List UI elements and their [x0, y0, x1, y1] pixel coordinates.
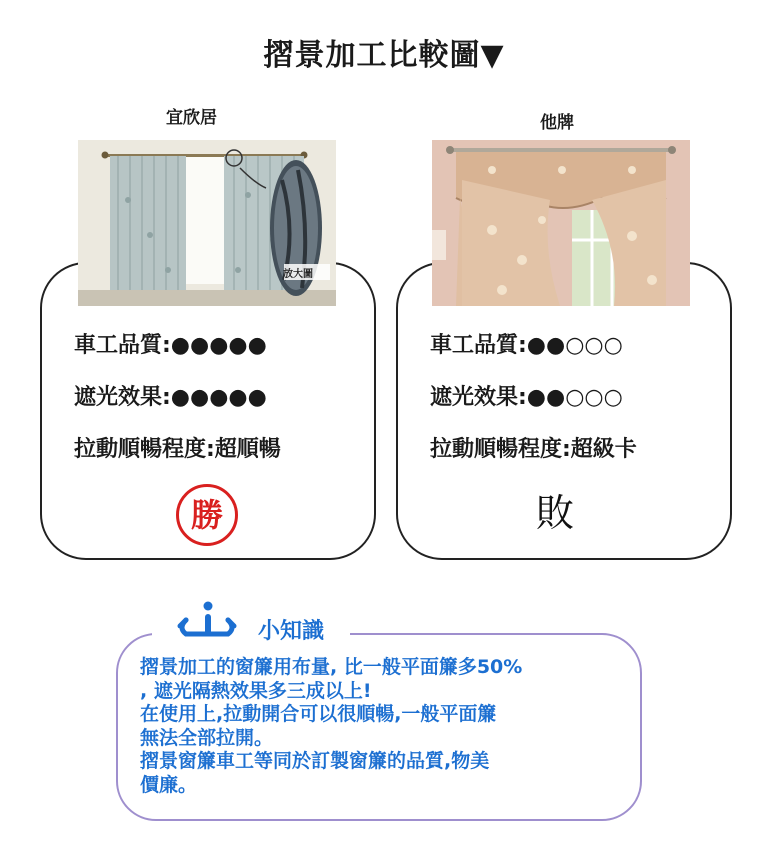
product-photo-right — [432, 140, 690, 306]
right-blackout-rating: 遮光效果:●●○○○ — [430, 385, 623, 410]
left-blackout-rating: 遮光效果:●●●●● — [74, 385, 267, 410]
tip-divider — [352, 633, 392, 635]
tip-line: 無法全部拉開。 — [140, 726, 274, 749]
brand-right-label: 他牌 — [540, 113, 574, 133]
info-icon — [172, 598, 242, 648]
right-quality-rating: 車工品質:●●○○○ — [430, 333, 623, 358]
tip-heading: 小知識 — [258, 619, 325, 644]
tip-line: 在使用上,拉動開合可以很順暢,一般平面簾 — [140, 703, 497, 725]
left-smoothness-rating: 拉動順暢程度:超順暢 — [74, 437, 281, 462]
tip-line: 摺景加工的窗簾用布量, 比一般平面簾多50% — [140, 656, 523, 678]
tip-line: , 遮光隔熱效果多三成以上! — [140, 679, 372, 702]
left-quality-rating: 車工品質:●●●●● — [74, 333, 267, 358]
magnify-label: 放大圖 — [283, 269, 313, 280]
product-photo-left — [78, 140, 336, 306]
tip-line: 價廉。 — [140, 773, 198, 796]
tip-line: 摺景窗簾車工等同於訂製窗簾的品質,物美 — [140, 750, 490, 772]
brand-left-label: 宜欣居 — [166, 108, 217, 128]
win-stamp: 勝 — [176, 484, 238, 546]
page-title: 摺景加工比較圖▼ — [263, 38, 505, 73]
lose-stamp: 敗 — [536, 491, 575, 535]
tip-text — [140, 656, 610, 797]
right-smoothness-rating: 拉動順暢程度:超級卡 — [430, 437, 637, 462]
